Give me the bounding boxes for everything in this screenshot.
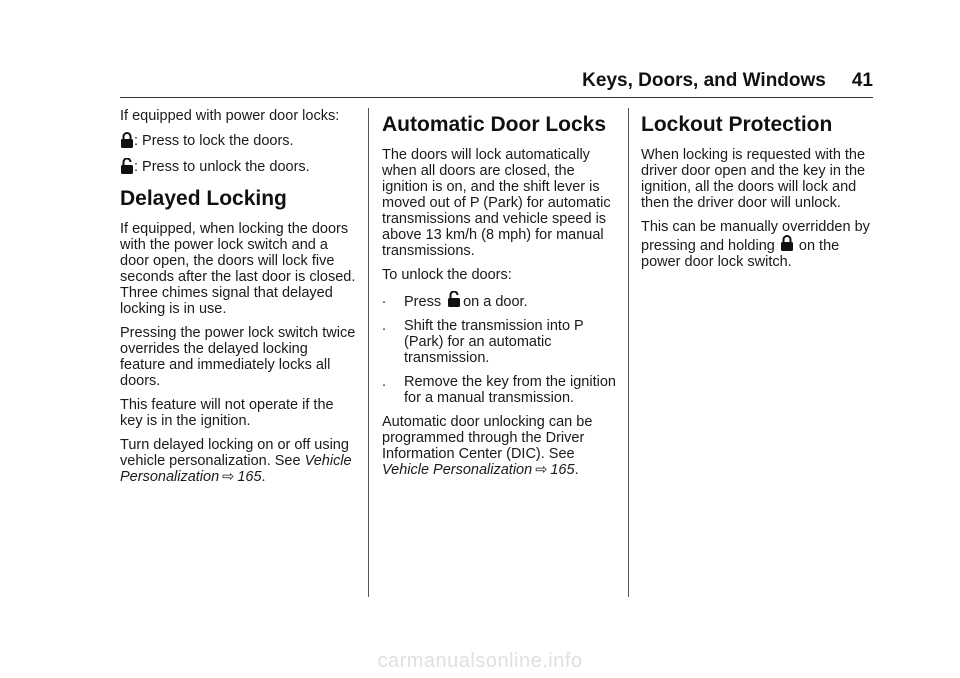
lock-open-icon [447, 291, 461, 308]
arrow-ref-icon: ⇨ [222, 469, 235, 485]
lock-instruction-text: : Press to lock the doors. [134, 132, 294, 149]
list-item [382, 291, 618, 310]
p3-text: Automatic door unlocking can be programmed through the Driver Information Center (DIC). See [382, 414, 593, 462]
list-item [382, 374, 618, 406]
auto-locks-p2: To unlock the doors: [382, 267, 512, 283]
list-item [382, 318, 618, 366]
lockout-p2-a: This can be manually overridden by [641, 219, 870, 235]
lockout-p2-b: pressing and holding [641, 238, 775, 254]
column-divider-1 [368, 108, 369, 597]
heading-automatic-door-locks: Automatic Door Locks [382, 113, 607, 136]
unlock-instruction-text: : Press to unlock the doors. [134, 158, 310, 175]
column-2 [382, 108, 618, 486]
lock-instruction [120, 132, 356, 149]
watermark: carmanualsonline.info [377, 650, 583, 672]
lockout-p2 [641, 219, 877, 270]
p3-end: . [574, 462, 579, 478]
bullet-mark: . [382, 374, 387, 390]
delayed-locking-p4 [120, 437, 356, 485]
lock-closed-icon [780, 235, 794, 252]
bullet-3-text: Remove the key from the ignition for a manual transmission. [404, 374, 616, 406]
bullet-1-post: on a door. [463, 294, 528, 310]
bullet-mark: . [382, 291, 387, 307]
bullet-1-pre: Press [404, 294, 442, 310]
p4-end: . [261, 469, 266, 485]
intro-text: If equipped with power door locks: [120, 108, 340, 124]
header-rule [120, 97, 873, 98]
auto-locks-p3 [382, 414, 618, 478]
delayed-locking-p1: If equipped, when locking the doors with the power lock switch and a door open, the doors will lock five seconds after the last door is closed. Three chimes signal that delayed locking is in use. [120, 221, 356, 317]
heading-lockout-protection: Lockout Protection [641, 113, 833, 136]
bullet-2-text: Shift the transmission into P (Park) for an automatic transmission. [404, 318, 584, 366]
lock-open-icon [120, 158, 134, 175]
delayed-locking-p3: This feature will not operate if the key is in the ignition. [120, 397, 334, 429]
column-divider-2 [628, 108, 629, 597]
header-title: Keys, Doors, and Windows [582, 70, 826, 91]
column-3 [641, 108, 877, 278]
vehicle-personalization-link[interactable]: Vehicle Personalization [382, 462, 533, 478]
page-header [560, 70, 873, 92]
page-ref[interactable]: 165 [550, 462, 575, 478]
lockout-p2-d: power door lock switch. [641, 254, 792, 270]
page-number: 41 [851, 70, 873, 91]
vehicle-personalization-link[interactable]: Vehicle Personalization [120, 453, 352, 485]
delayed-locking-p2: Pressing the power lock switch twice overrides the delayed locking feature and immediately locks all doors. [120, 325, 356, 389]
page-ref[interactable]: 165 [237, 469, 262, 485]
lock-closed-icon [120, 132, 134, 149]
p4-text: Turn delayed locking on or off using vehicle personalization. See [120, 437, 349, 469]
auto-locks-p1: The doors will lock automatically when all doors are closed, the ignition is on, and the shift lever is moved out of P (Park) for automatic transmissions and vehicle speed is above 13 km/h (8 mph) for manual transmissions. [382, 147, 611, 259]
bullet-mark: . [382, 318, 387, 334]
lockout-p2-c: on the [798, 238, 840, 254]
unlock-instruction [120, 158, 356, 175]
column-1 [120, 108, 356, 493]
lockout-p1: When locking is requested with the driver door open and the key in the ignition, all the doors will lock and then the driver door will unlock. [641, 147, 866, 211]
arrow-ref-icon: ⇨ [535, 462, 548, 478]
heading-delayed-locking: Delayed Locking [120, 187, 287, 210]
